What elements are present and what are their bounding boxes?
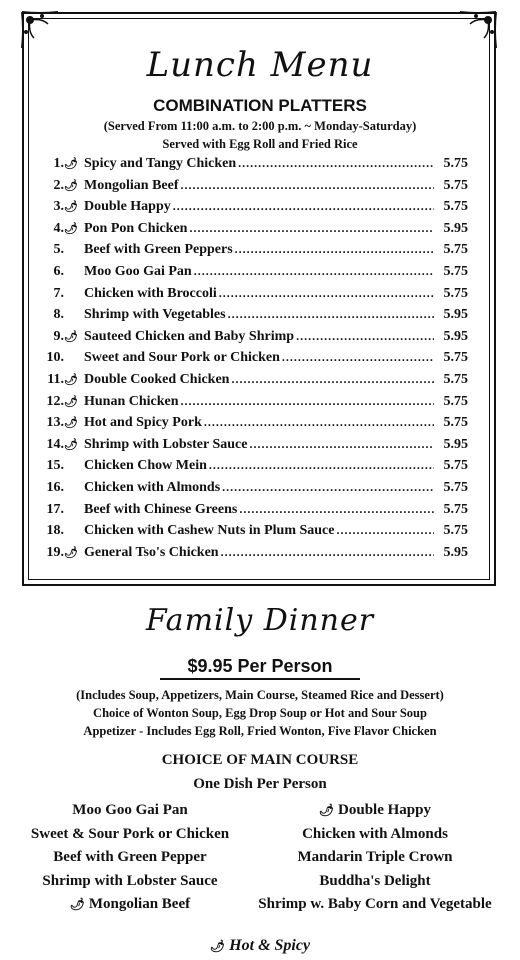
dot-leader — [231, 372, 434, 387]
dot-leader — [221, 545, 434, 560]
menu-item-name: Pon Pon Chicken — [84, 220, 188, 236]
dish-name: Sweet & Sour Pork or Chicken — [30, 825, 230, 842]
menu-item — [40, 415, 468, 437]
menu-item-number: 12. — [46, 393, 64, 409]
menu-item-price: 5.75 — [443, 371, 468, 387]
menu-item-number: 15. — [46, 458, 64, 474]
main-course-right-column — [240, 802, 510, 920]
dot-leader — [173, 199, 434, 214]
menu-item-number: 11. — [47, 371, 64, 387]
dot-leader — [209, 458, 434, 473]
pepper-icon: 🌶 — [69, 897, 86, 911]
menu-item-name: Spicy and Tangy Chicken — [84, 156, 237, 171]
menu-item — [40, 437, 468, 459]
menu-item-name: Hot and Spicy Pork — [84, 415, 202, 431]
menu-item-price: 5.75 — [443, 263, 468, 279]
menu-item-name: Sweet and Sour Pork or Chicken — [84, 350, 280, 366]
menu-item — [40, 394, 468, 416]
menu-item-name: Chicken with Cashew Nuts in Plum Sauce — [84, 523, 335, 539]
menu-item-name: Double Happy — [84, 199, 171, 215]
menu-item — [40, 286, 468, 308]
pepper-icon: 🌶 — [64, 395, 78, 408]
price-underline — [160, 678, 360, 680]
main-course-subtitle: One Dish Per Person — [193, 776, 327, 792]
dish-name: Shrimp with Lobster Sauce — [42, 872, 218, 889]
dot-leader — [219, 286, 434, 301]
menu-item-number: 9. — [53, 328, 64, 344]
pepper-icon: 🌶 — [64, 417, 78, 430]
menu-item-name: Shrimp with Vegetables — [84, 307, 226, 323]
main-course-title: CHOICE OF MAIN COURSE — [161, 752, 359, 768]
dish-name: Double Happy — [338, 802, 431, 818]
menu-item-name: Shrimp with Lobster Sauce — [84, 436, 248, 452]
main-course-dish — [10, 896, 250, 920]
menu-item-name: Mongolian Beef — [84, 177, 179, 193]
menu-item-number: 4. — [53, 220, 64, 236]
menu-item-price: 5.75 — [443, 393, 468, 409]
menu-item — [40, 221, 468, 243]
served-hours: (Served From 11:00 a.m. to 2:00 p.m. ~ Monday-Saturday) — [103, 119, 417, 133]
menu-item-number: 13. — [46, 415, 64, 431]
main-course-dish — [240, 873, 510, 897]
menu-item-price: 5.75 — [443, 501, 468, 517]
menu-item — [40, 480, 468, 502]
dot-leader — [296, 329, 434, 344]
pepper-icon: 🌶 — [64, 330, 78, 343]
dish-name: Buddha's Delight — [319, 872, 431, 889]
pepper-icon: 🌶 — [209, 939, 226, 953]
menu-item — [40, 502, 468, 524]
dot-leader — [189, 221, 434, 236]
main-course-dish — [10, 849, 250, 873]
pepper-icon: 🌶 — [64, 222, 78, 235]
lunch-menu-title: Lunch Menu — [146, 45, 374, 85]
main-course-dish — [10, 826, 250, 850]
main-course-dish — [10, 802, 250, 826]
menu-item — [40, 350, 468, 372]
menu-item-name: Chicken Chow Mein — [84, 458, 207, 474]
menu-item-number: 3. — [53, 199, 64, 215]
menu-item-number: 16. — [46, 479, 64, 495]
menu-item-number: 8. — [53, 307, 64, 323]
menu-item — [40, 329, 468, 351]
dish-name: Mandarin Triple Crown — [297, 849, 453, 865]
dish-name: Chicken with Almonds — [302, 825, 448, 842]
menu-item-price: 5.95 — [443, 544, 468, 560]
menu-item — [40, 156, 468, 178]
menu-item-name: Hunan Chicken — [84, 393, 179, 409]
pepper-icon: 🌶 — [64, 438, 78, 451]
menu-item-price: 5.75 — [443, 479, 468, 495]
pepper-icon: 🌶 — [319, 803, 335, 817]
menu-item-price: 5.95 — [443, 220, 468, 236]
family-dinner-title: Family Dinner — [145, 603, 375, 638]
pepper-icon: 🌶 — [64, 373, 78, 386]
pepper-icon: 🌶 — [64, 546, 78, 559]
lunch-menu-list — [40, 156, 468, 566]
menu-item — [40, 458, 468, 480]
dot-leader — [204, 415, 434, 430]
dot-leader — [181, 178, 435, 193]
dot-leader — [194, 264, 434, 279]
menu-item-price: 5.75 — [443, 458, 468, 474]
menu-item-number: 17. — [46, 501, 64, 517]
pepper-icon: 🌶 — [64, 179, 78, 192]
menu-item-number: 10. — [46, 350, 64, 366]
pepper-icon: 🌶 — [64, 158, 78, 170]
main-course-dish — [10, 873, 250, 897]
dot-leader — [249, 437, 434, 452]
menu-item — [40, 264, 468, 286]
dot-leader — [282, 350, 434, 365]
dish-name: Shrimp w. Baby Corn and Vegetable — [258, 896, 492, 912]
menu-item-number: 14. — [46, 436, 64, 452]
menu-item-name: Beef with Green Peppers — [84, 242, 233, 258]
menu-item-number: 7. — [53, 285, 64, 301]
menu-item-price: 5.75 — [443, 415, 468, 431]
pepper-icon: 🌶 — [64, 201, 78, 214]
family-includes: (Includes Soup, Appetizers, Main Course, Steamed Rice and Dessert) — [76, 688, 444, 702]
dot-leader — [222, 480, 434, 495]
menu-item — [40, 307, 468, 329]
menu-item-price: 5.75 — [443, 523, 468, 539]
dot-leader — [238, 156, 434, 171]
main-course-dish — [240, 802, 510, 826]
menu-item — [40, 242, 468, 264]
served-with: Served with Egg Roll and Fried Rice — [162, 137, 358, 151]
menu-item — [40, 545, 468, 567]
menu-item-number: 1. — [53, 156, 64, 171]
main-course-dish — [240, 849, 510, 873]
menu-item-price: 5.75 — [443, 242, 468, 258]
menu-item — [40, 372, 468, 394]
family-soup-choice: Choice of Wonton Soup, Egg Drop Soup or Hot and Sour Soup — [93, 706, 427, 720]
menu-item-price: 5.95 — [443, 436, 468, 452]
main-course-dish — [240, 896, 510, 920]
menu-item-name: Moo Goo Gai Pan — [84, 263, 192, 279]
menu-item — [40, 523, 468, 545]
menu-item-name: Double Cooked Chicken — [84, 371, 230, 387]
dish-name: Beef with Green Pepper — [53, 849, 207, 865]
menu-item-price: 5.75 — [443, 285, 468, 301]
floral-corner-icon — [458, 10, 498, 50]
menu-item-number: 6. — [53, 263, 64, 279]
menu-item-name: Chicken with Broccoli — [84, 285, 217, 301]
menu-item — [40, 178, 468, 200]
main-course-left-column — [10, 802, 250, 920]
menu-item-name: General Tso's Chicken — [84, 544, 219, 560]
menu-item-number: 2. — [53, 177, 64, 193]
floral-corner-icon — [20, 10, 60, 50]
menu-item-number: 5. — [53, 242, 64, 258]
menu-item-price: 5.75 — [443, 350, 468, 366]
spicy-legend — [0, 937, 520, 955]
menu-item-price: 5.75 — [443, 156, 468, 171]
dish-name: Mongolian Beef — [88, 896, 191, 912]
dot-leader — [181, 394, 434, 409]
family-appetizer: Appetizer - Includes Egg Roll, Fried Wonton, Five Flavor Chicken — [83, 724, 437, 738]
family-price: $9.95 Per Person — [187, 656, 333, 676]
menu-item-price: 5.75 — [443, 199, 468, 215]
menu-item-name: Beef with Chinese Greens — [84, 501, 238, 517]
menu-item-price: 5.75 — [443, 177, 468, 193]
dot-leader — [239, 502, 434, 517]
menu-item — [40, 199, 468, 221]
menu-item-name: Sauteed Chicken and Baby Shrimp — [84, 328, 295, 344]
dish-name: Moo Goo Gai Pan — [72, 802, 188, 818]
section-title: COMBINATION PLATTERS — [153, 96, 367, 115]
menu-item-number: 18. — [46, 523, 64, 539]
menu-item-number: 19. — [46, 544, 64, 560]
menu-item-price: 5.95 — [443, 328, 468, 344]
menu-item-name: Chicken with Almonds — [84, 479, 221, 495]
dot-leader — [228, 307, 434, 322]
main-course-dish — [240, 826, 510, 850]
dot-leader — [336, 523, 434, 538]
menu-item-price: 5.95 — [443, 307, 468, 323]
spicy-legend-label: Hot & Spicy — [229, 937, 311, 954]
dot-leader — [235, 242, 434, 257]
